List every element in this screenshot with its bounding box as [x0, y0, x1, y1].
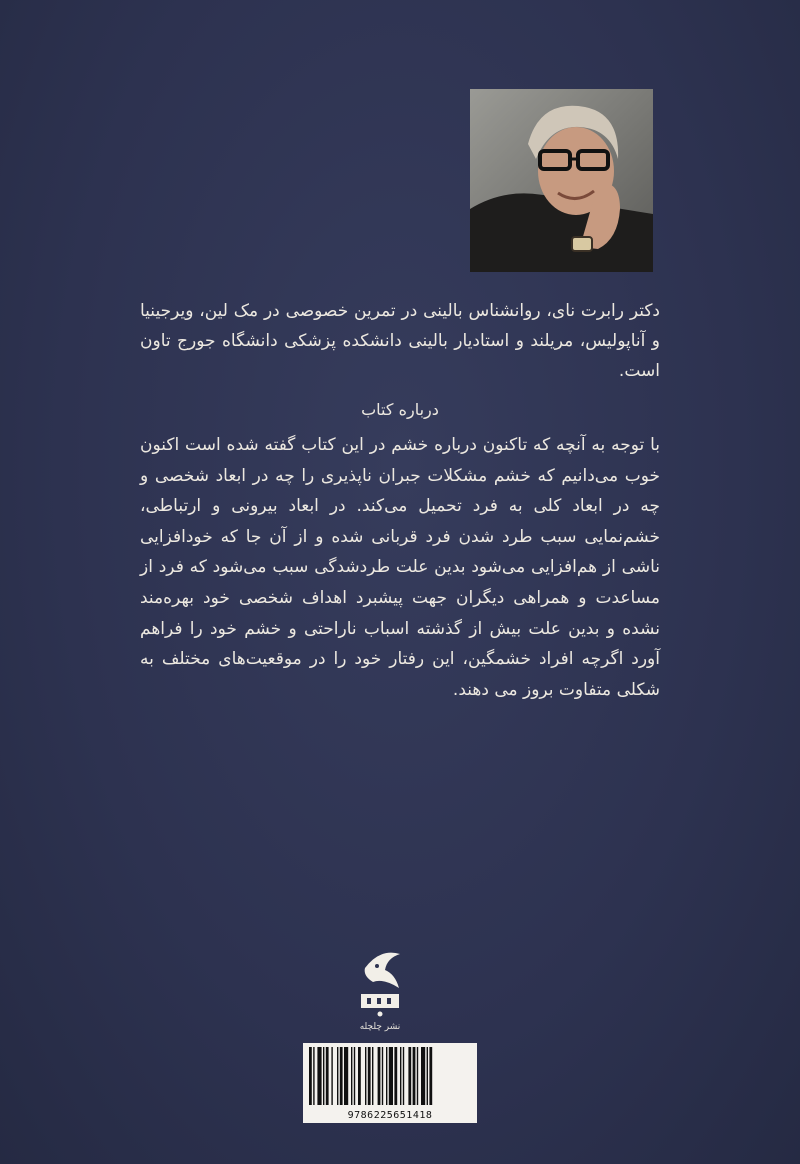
barcode-bar: [340, 1047, 343, 1105]
barcode-bar: [382, 1047, 383, 1105]
barcode-bar: [358, 1047, 361, 1105]
publisher-bird-logo-icon: [355, 948, 405, 1020]
barcode-bar: [331, 1047, 332, 1105]
isbn-number: 9786225651418: [347, 1110, 433, 1121]
barcode-bar: [354, 1047, 355, 1105]
barcode-bar: [365, 1047, 366, 1105]
barcode-bar: [351, 1047, 352, 1105]
barcode-bar: [317, 1047, 321, 1105]
barcode-bar: [417, 1047, 418, 1105]
about-book-heading: درباره کتاب: [361, 400, 439, 419]
author-bio: دکتر رابرت نای، روانشناس بالینی در تمرین خصوصی در مک لین، ویرجینیا و آناپولیس، مریلند و استادیار بالینی دانشکده پزشکی دانشگاه جورج تاون است.: [140, 301, 660, 381]
barcode-bar: [344, 1047, 348, 1105]
barcode-bar: [400, 1047, 401, 1105]
barcode-bar: [389, 1047, 393, 1105]
barcode-bar: [408, 1047, 411, 1105]
barcode-bar: [427, 1047, 428, 1105]
barcode-bar: [413, 1047, 416, 1105]
isbn-barcode: [303, 1043, 477, 1123]
barcode-bar: [323, 1047, 324, 1105]
author-photo: [470, 89, 653, 272]
barcode-bar: [372, 1047, 373, 1105]
barcode-bar: [403, 1047, 404, 1105]
barcode-bar: [309, 1047, 312, 1105]
barcode-bar: [368, 1047, 371, 1105]
publisher-name: نشر چلچله: [359, 1022, 401, 1032]
barcode-bar: [394, 1047, 397, 1105]
barcode-bar: [386, 1047, 387, 1105]
barcode-bar: [429, 1047, 432, 1105]
barcode-bars: [309, 1047, 471, 1105]
barcode-bar: [313, 1047, 314, 1105]
barcode-bar: [337, 1047, 338, 1105]
about-book-paragraph: با توجه به آنچه که تاکنون درباره خشم در این کتاب گفته شده است اکنون خوب می‌دانیم که خشم مشکلات جبران ناپذیری را چه در ابعاد شخصی و چه در ابعاد کلی به فرد تحمیل می‌کند. در ابعاد بیرونی و ارتباطی، خشم‌نمایی سبب طرد شدن فرد قربانی شده و از آن جا که خودافزایی ناشی از هم‌افزایی می‌شود بدین علت طردشدگی سبب می‌شود که فرد از مساعدت و همراهی دیگران جهت پیشبرد اهداف شخصی خود بهره‌مند نشده و بدین علت بیش از گذشته اسباب ناراحتی و خشم خود را فراهم آورد اگرچه افراد خشمگین، این رفتار خود را در موقعیت‌های مختلف به شکلی متفاوت بروز می دهند.: [140, 435, 660, 700]
barcode-bar: [326, 1047, 329, 1105]
barcode-bar: [378, 1047, 381, 1105]
about-book-text: [140, 430, 660, 705]
barcode-bar: [421, 1047, 425, 1105]
